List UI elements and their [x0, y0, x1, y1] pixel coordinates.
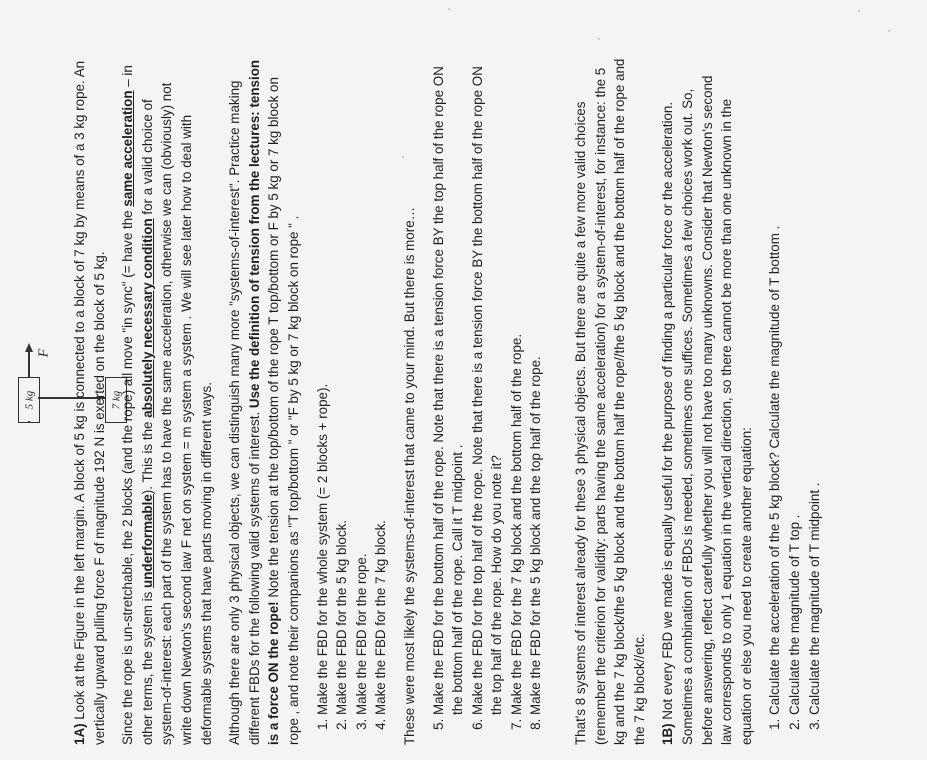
fbd-list-2: [429, 55, 547, 745]
more-text: These were most likely the systems-of-interest that came to your mind. But there is more…: [401, 206, 417, 745]
list-item: 8. Make the FBD for the 5 kg block and the top half of the rope.: [526, 55, 546, 715]
section-1a: [70, 55, 833, 745]
scan-speck: [888, 30, 890, 32]
force-label: F: [36, 348, 52, 358]
list-item: 7. Make the FBD for the 7 kg block and the bottom half of the rope.: [507, 55, 527, 715]
force-arrow-shaft: [28, 351, 30, 377]
section-1a-heading: 1A): [72, 723, 87, 745]
scan-speck: [448, 8, 450, 10]
rope-segment: [28, 421, 30, 423]
sync-text-3: ). This is the: [139, 421, 155, 495]
list-item: 3. Make the FBD for the rope.: [352, 55, 372, 715]
list-item: 1. Calculate the acceleration of the 5 kg block? Calculate the magnitude of T bottom .: [765, 55, 785, 715]
block-5kg: [18, 377, 40, 423]
list-item: 5. Make the FBD for the bottom half of the rope. Note that there is a tension force BY the top half of the rope ON the bottom half of the rope. Call it T midpoint .: [429, 55, 468, 715]
intro-paragraph: [70, 55, 109, 745]
systems-text-1: Although there are only 3 physical objects, we can distinguish many more "systems-of-interest". Practice making different FBDs for the following valid systems of interest.: [227, 80, 262, 745]
section-1b-text: Not every FBD we made is equally useful for the purpose of finding a particular force or the acceleration. Sometimes a combination of FBDs is needed, sometimes one suffices. Sometimes a few choices work out. So, before answering, reflect carefully whether you will not have too many unknowns. Consider that Newton's second law corresponds to only 1 equation in the vertical direction, so there cannot be more than one unknown in the equation or else you need to create another equation:: [660, 75, 754, 745]
systems-paragraph: [225, 55, 303, 745]
fbd-list-1: [313, 55, 391, 745]
sync-paragraph: [118, 55, 216, 745]
undeformable-term: underformable: [139, 494, 155, 588]
block-7kg-label: 7 kg: [109, 390, 122, 410]
tension-definition: Use the definition of tension from the lectures: tension is a force ON the rope!: [246, 59, 282, 745]
calc-list: [765, 55, 824, 745]
list-item: 1. Make the FBD for the whole system (= 2 blocks + rope).: [313, 55, 333, 715]
list-item: 2. Calculate the magnitude of T top .: [785, 55, 805, 715]
scan-speck: [858, 10, 860, 12]
sync-text-4: for a valid choice of system-of-interest: each part of the system has to have the same acceleration, otherwise we can (obviously) not write down Newton's second law F net on system = m system a system . We will see later how to deal with deformable systems that have parts moving in different ways.: [139, 82, 214, 745]
sync-text-2: – in other terms, the system is: [120, 65, 155, 745]
sync-text-1: Since the rope is un-stretchable, the 2 blocks (and the rope) all move "in sync" (= have the: [120, 210, 136, 745]
block-5kg-label: 5 kg: [22, 390, 35, 410]
section-1b-heading: 1B): [660, 723, 676, 745]
systems-text-2: Note the tension at the top/bottom of the rope T top/bottom or F by 5 kg or 7 kg block on rope , and note their companions as "T top/bottom " or "F by 5 kg or 7 kg block on rope " .: [266, 77, 301, 745]
list-item: 4. Make the FBD for the 7 kg block.: [371, 55, 391, 715]
force-arrow-head: [25, 343, 33, 352]
intro-text: Look at the Figure in the left margin. A block of 5 kg is connected to a block of 7 kg by means of a 3 kg rope. An vertically upward pulling force F of magnitude 192 N is exerted on the block of 5 kg.: [72, 60, 107, 745]
worksheet-page: [70, 45, 850, 745]
summary-paragraph: That's 8 systems of interest already for these 3 physical objects. But there are quite a few more valid choices (remember the criterion for validity: parts having the same acceleration) for a system-of-interest, for instance: the 5 kg and the 7 kg block/the 5 kg block and the bottom half the rope//the 5 kg block and the bottom half of the rope and the 7 kg block//etc.: [573, 58, 647, 745]
section-1b: [658, 55, 756, 745]
list-item: 3. Calculate the magnitude of T midpoint .: [805, 55, 825, 715]
necessary-condition-term: absolutely necessary condition: [139, 218, 155, 418]
list-item: 2. Make the FBD for the 5 kg block.: [332, 55, 352, 715]
list-item: 6. Make the FBD for the top half of the rope. Note that there is a tension force BY the bottom half of the rope ON the top half of the rope. How do you note it?: [468, 55, 507, 715]
same-acceleration-term: same acceleration: [120, 90, 136, 207]
scan-speck: [598, 38, 600, 40]
